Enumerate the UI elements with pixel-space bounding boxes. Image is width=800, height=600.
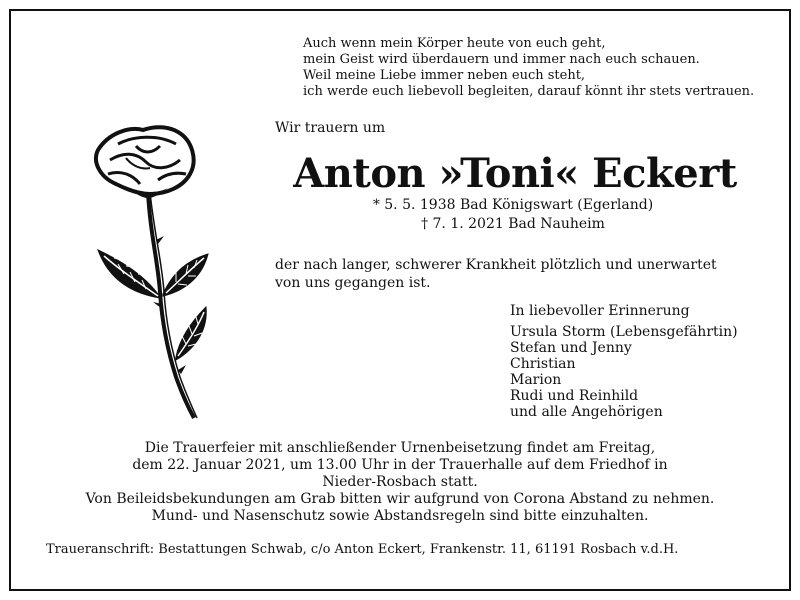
- death-date: † 7. 1. 2021 Bad Nauheim: [421, 216, 605, 232]
- ceremony-line: Mund- und Nasenschutz sowie Abstandsregeln sind bitte einzuhalten.: [151, 508, 649, 524]
- ceremony-line: Von Beileidsbekundungen am Grab bitten wir aufgrund von Corona Abstand zu nehmen.: [85, 491, 715, 507]
- intro-text: Wir trauern um: [275, 120, 386, 136]
- mourner-name: Ursula Storm (Lebensgefährtin): [510, 324, 738, 340]
- mourning-address: Traueranschrift: Bestattungen Schwab, c/o Anton Eckert, Frankenstr. 11, 61191 Rosbach v.d.H.: [46, 542, 679, 557]
- rose-icon: [88, 122, 218, 422]
- deceased-name: Anton »Toni« Eckert: [293, 150, 737, 197]
- mourner-name: Christian: [510, 356, 576, 372]
- message: [275, 256, 775, 292]
- poem: [303, 36, 783, 100]
- mourners: [510, 303, 738, 420]
- poem-line: Weil meine Liebe immer neben euch steht,: [303, 68, 586, 83]
- mourner-name: und alle Angehörigen: [510, 404, 663, 420]
- message-line: von uns gegangen ist.: [275, 275, 431, 291]
- life-dates: [303, 196, 723, 234]
- ceremony-info: [30, 440, 770, 525]
- poem-line: Auch wenn mein Körper heute von euch geht,: [303, 36, 606, 51]
- ceremony-line: Nieder-Rosbach statt.: [322, 474, 478, 490]
- poem-line: mein Geist wird überdauern und immer nach euch schauen.: [303, 52, 700, 67]
- mourner-name: Rudi und Reinhild: [510, 388, 639, 404]
- mourners-heading: In liebevoller Erinnerung: [510, 303, 690, 319]
- mourner-name: Marion: [510, 372, 562, 388]
- mourner-name: Stefan und Jenny: [510, 340, 632, 356]
- birth-date: * 5. 5. 1938 Bad Königswart (Egerland): [372, 197, 654, 213]
- poem-line: ich werde euch liebevoll begleiten, darauf könnt ihr stets vertrauen.: [303, 84, 755, 99]
- ceremony-line: dem 22. Januar 2021, um 13.00 Uhr in der Trauerhalle auf dem Friedhof in: [132, 457, 668, 473]
- message-line: der nach langer, schwerer Krankheit plötzlich und unerwartet: [275, 257, 717, 273]
- ceremony-line: Die Trauerfeier mit anschließender Urnenbeisetzung findet am Freitag,: [144, 440, 656, 456]
